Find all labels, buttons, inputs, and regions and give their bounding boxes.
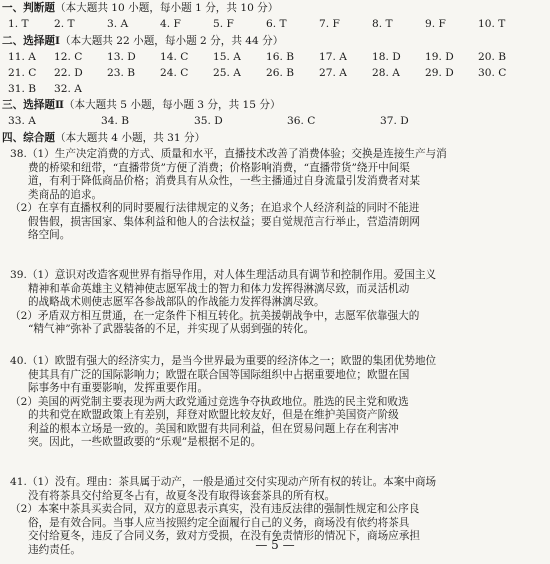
section-2-answers-row2: 21. C 22. D 23. B 24. C 25. A 26. B 27. A 28. A 29. D 30. C: [8, 67, 507, 79]
section-2-title: 二、选择题Ⅰ（本大题共 22 小题，每小题 2 分，共 44 分）: [2, 35, 284, 47]
page-number: — 5 —: [255, 538, 295, 552]
question-39-answer: 39.（1）意识对改造客观世界有指导作用，对人体生理活动具有调节和控制作用。爱国主义 精神和革命英雄主义精神使志愿军战士的智力和体力发挥得淋漓尽致，而灵活机动 的战略战术则使志愿军各参战部队的作战能力发挥得淋漓尽致。 （2）矛盾双方相互贯通，在一定条件下相互转化。抗美援朝战争中，志愿军依靠强大的 “精气神”弥补了武器装备的不足，并实现了从弱到强的转化。: [10, 269, 437, 336]
section-3-title: 三、选择题Ⅱ（本大题共 5 小题，每小题 3 分，共 15 分）: [2, 99, 281, 111]
question-38-answer: 38.（1）生产决定消费的方式、质量和水平，直播技术改善了消费体验；交换是连接生产与消 费的桥梁和纽带，“直播带货”方便了消费；价格影响消费，“直播带货”绕开中间渠 道，有利于降低商品价格；消费具有从众性，一些主播通过自身流量引发消费者对某 类商品的追求。 （2）在享有直播权利的同时要履行法律规定的义务；在追求个人经济利益的同时不能进 假售假，损害国家、集体利益和他人的合法权益；要自觉规范言行举止，营造清朗网 络空间。: [10, 148, 447, 242]
section-2-answers-row1: 11. A 12. C 13. D 14. C 15. A 16. B 17. A 18. D 19. D 20. B: [8, 51, 506, 63]
section-1-title: 一、判断题（本大题共 10 小题，每小题 1 分，共 10 分）: [2, 2, 279, 14]
question-41-answer: 41.（1）没有。理由：茶具属于动产，一般是通过交付实现动产所有权的转让。本案中商场 没有将茶具交付给夏冬占有，故夏冬没有取得该套茶具的所有权。 （2）本案中茶具买卖合同，双方的意思表示真实，没有违反法律的强制性规定和公序良 俗，是有效合同。当事人应当按照约定全面履行自己的义务，商场没有依约将茶具 交付给夏冬，违反了合同义务，致对方受损，在没有免责情形的情况下，商场应承担 违约责任。: [10, 476, 437, 556]
section-4-title: 四、综合题（本大题共 4 小题，共 31 分）: [2, 132, 206, 144]
question-40-answer: 40.（1）欧盟有强大的经济实力，是当今世界最为重要的经济体之一；欧盟的集团优势地位 使其具有广泛的国际影响力；欧盟在联合国等国际组织中占据重要地位；欧盟在国 际事务中有重要影响，发挥重要作用。 （2）美国的两党制主要表现为两大政党通过竞选争夺执政地位。胜选的民主党和败选 的共和党在欧盟政策上有差别，拜登对欧盟比较友好，但是在维护美国资产阶级 利益的根本立场是一致的。美国和欧盟有共同利益，但在贸易问题上存在利害冲 突。因此，一些欧盟政要的“乐观”是根据不足的。: [10, 355, 437, 449]
section-2-answers-row3: 31. B 32. A: [8, 83, 82, 95]
section-3-answers: 33. A 34. B 35. D 36. C 37. D: [8, 115, 409, 127]
section-1-answers: 1. T 2. T 3. A 4. F 5. F 6. T 7. F 8. T 9. F 10. T: [8, 18, 506, 30]
